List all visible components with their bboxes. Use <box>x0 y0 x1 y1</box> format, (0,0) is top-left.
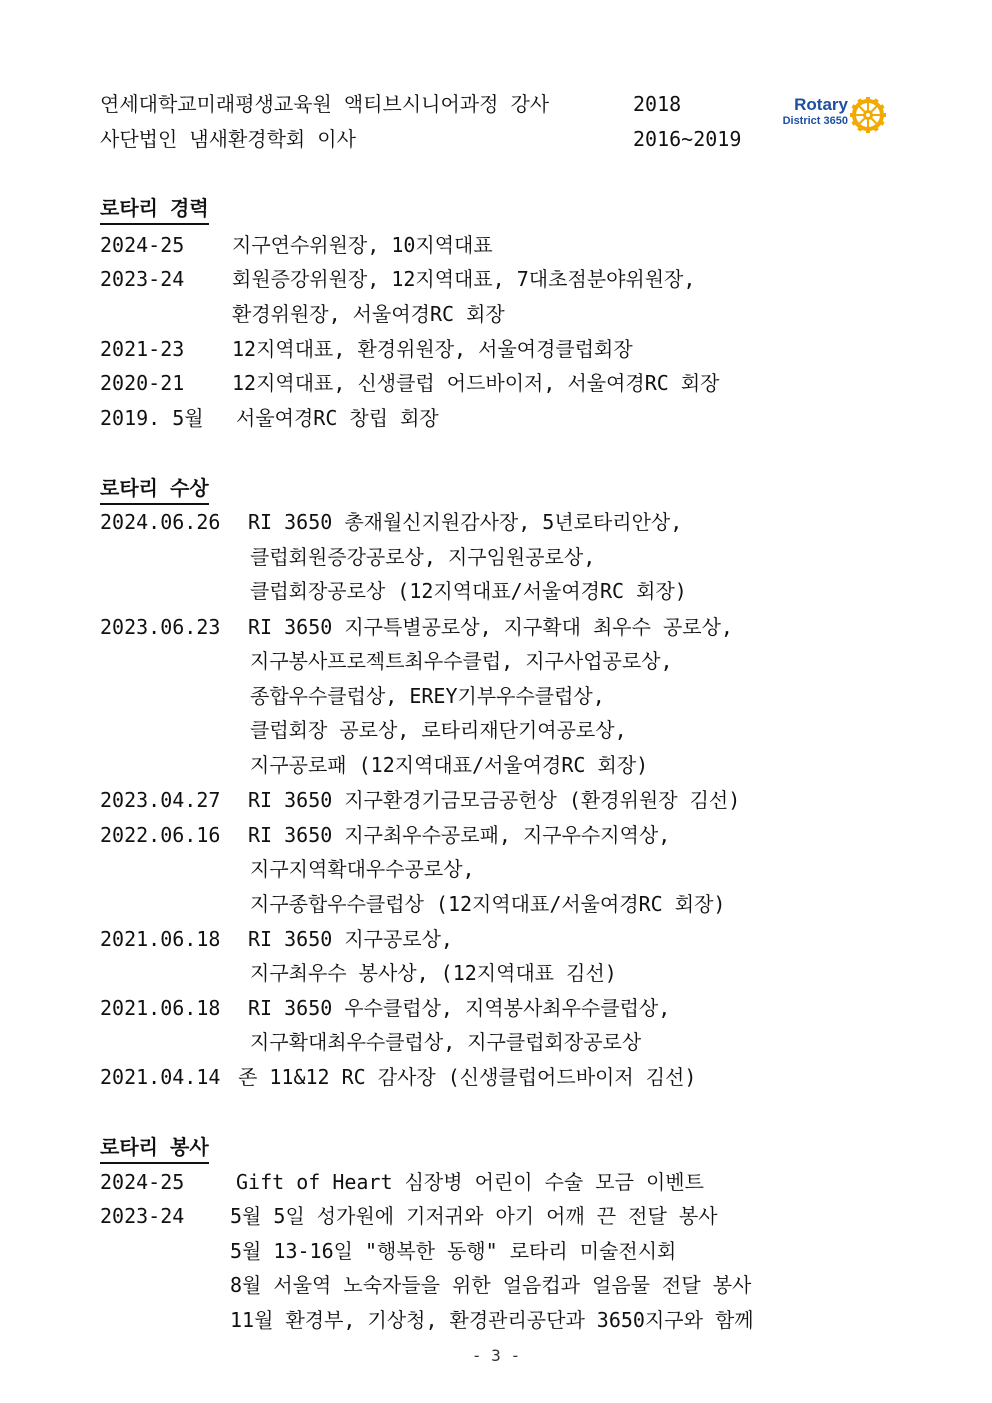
service-text: 8월 서울역 노숙자들을 위한 얼음컵과 얼음물 전달 봉사 <box>230 1273 752 1297</box>
award-text: 지구종합우수클럽상 (12지역대표/서울여경RC 회장) <box>250 892 726 916</box>
service-text: 5월 5일 성가원에 기저귀와 아기 어깨 끈 전달 봉사 <box>230 1204 718 1228</box>
rotary-wheel-icon <box>850 97 886 133</box>
career-date: 2020-21 <box>100 371 185 395</box>
career-date: 2021-23 <box>100 337 185 361</box>
career-text: 서울여경RC 창립 회장 <box>236 406 439 430</box>
career-text: 환경위원장, 서울여경RC 회장 <box>232 302 505 326</box>
award-text: 지구확대최우수클럽상, 지구클럽회장공로상 <box>250 1030 642 1054</box>
award-text: RI 3650 우수클럽상, 지역봉사최우수클럽상, <box>248 996 671 1020</box>
career-text: 회원증강위원장, 12지역대표, 7대초점분야위원장, <box>232 267 696 291</box>
service-text: Gift of Heart 심장병 어린이 수술 모금 이벤트 <box>236 1170 704 1194</box>
service-heading: 로타리 봉사 <box>100 1133 209 1164</box>
service-text: 5월 13-16일 "행복한 동행" 로타리 미술전시회 <box>230 1239 677 1263</box>
award-text: 지구봉사프로젝트최우수클럽, 지구사업공로상, <box>250 649 673 673</box>
award-text: 클럽회장공로상 (12지역대표/서울여경RC 회장) <box>250 579 687 603</box>
award-text: RI 3650 지구환경기금모금공헌상 (환경위원장 김선) <box>248 788 741 812</box>
award-text: 존 11&12 RC 감사장 (신생클럽어드바이저 김선) <box>238 1065 697 1089</box>
career-date: 2023-24 <box>100 267 185 291</box>
award-date: 2021.04.14 <box>100 1065 221 1089</box>
page-number: - 3 - <box>471 1346 521 1365</box>
awards-heading: 로타리 수상 <box>100 474 209 505</box>
award-text: 지구최우수 봉사상, (12지역대표 김선) <box>250 961 617 985</box>
rotary-logo-name: Rotary <box>794 95 848 114</box>
rotary-logo-district: District 3650 <box>782 115 848 127</box>
rotary-logo <box>776 96 888 136</box>
career-date: 2024-25 <box>100 233 185 257</box>
award-text: 종합우수클럽상, EREY기부우수클럽상, <box>250 684 605 708</box>
award-date: 2022.06.16 <box>100 823 221 847</box>
career-text: 12지역대표, 신생클럽 어드바이저, 서울여경RC 회장 <box>232 371 720 395</box>
career-text: 지구연수위원장, 10지역대표 <box>232 233 493 257</box>
award-date: 2023.06.23 <box>100 615 221 639</box>
award-text: 지구지역확대우수공로상, <box>250 857 475 881</box>
service-text: 11월 환경부, 기상청, 환경관리공단과 3650지구와 함께 <box>230 1308 754 1332</box>
service-date: 2023-24 <box>100 1204 185 1228</box>
header-line-2-text: 사단법인 냄새환경학회 이사 <box>100 127 356 151</box>
award-date: 2021.06.18 <box>100 996 221 1020</box>
header-line-2-year: 2016~2019 <box>633 127 742 151</box>
header-line-1-year: 2018 <box>633 92 682 116</box>
award-text: RI 3650 지구특별공로상, 지구확대 최우수 공로상, <box>248 615 733 639</box>
award-text: RI 3650 지구최우수공로패, 지구우수지역상, <box>248 823 671 847</box>
award-text: RI 3650 지구공로상, <box>248 927 453 951</box>
career-date: 2019. 5월 <box>100 406 204 430</box>
rotary-logo-text <box>776 96 848 128</box>
award-text: 클럽회장 공로상, 로타리재단기여공로상, <box>250 718 627 742</box>
career-text: 12지역대표, 환경위원장, 서울여경클럽회장 <box>232 337 633 361</box>
career-heading: 로타리 경력 <box>100 194 209 225</box>
header-line-1-text: 연세대학교미래평생교육원 액티브시니어과정 강사 <box>100 92 550 116</box>
award-text: 지구공로패 (12지역대표/서울여경RC 회장) <box>250 753 649 777</box>
award-date: 2023.04.27 <box>100 788 221 812</box>
award-text: RI 3650 총재월신지원감사장, 5년로타리안상, <box>248 510 683 534</box>
award-date: 2021.06.18 <box>100 927 221 951</box>
award-date: 2024.06.26 <box>100 510 221 534</box>
service-date: 2024-25 <box>100 1170 185 1194</box>
award-text: 클럽회원증강공로상, 지구임원공로상, <box>250 545 596 569</box>
